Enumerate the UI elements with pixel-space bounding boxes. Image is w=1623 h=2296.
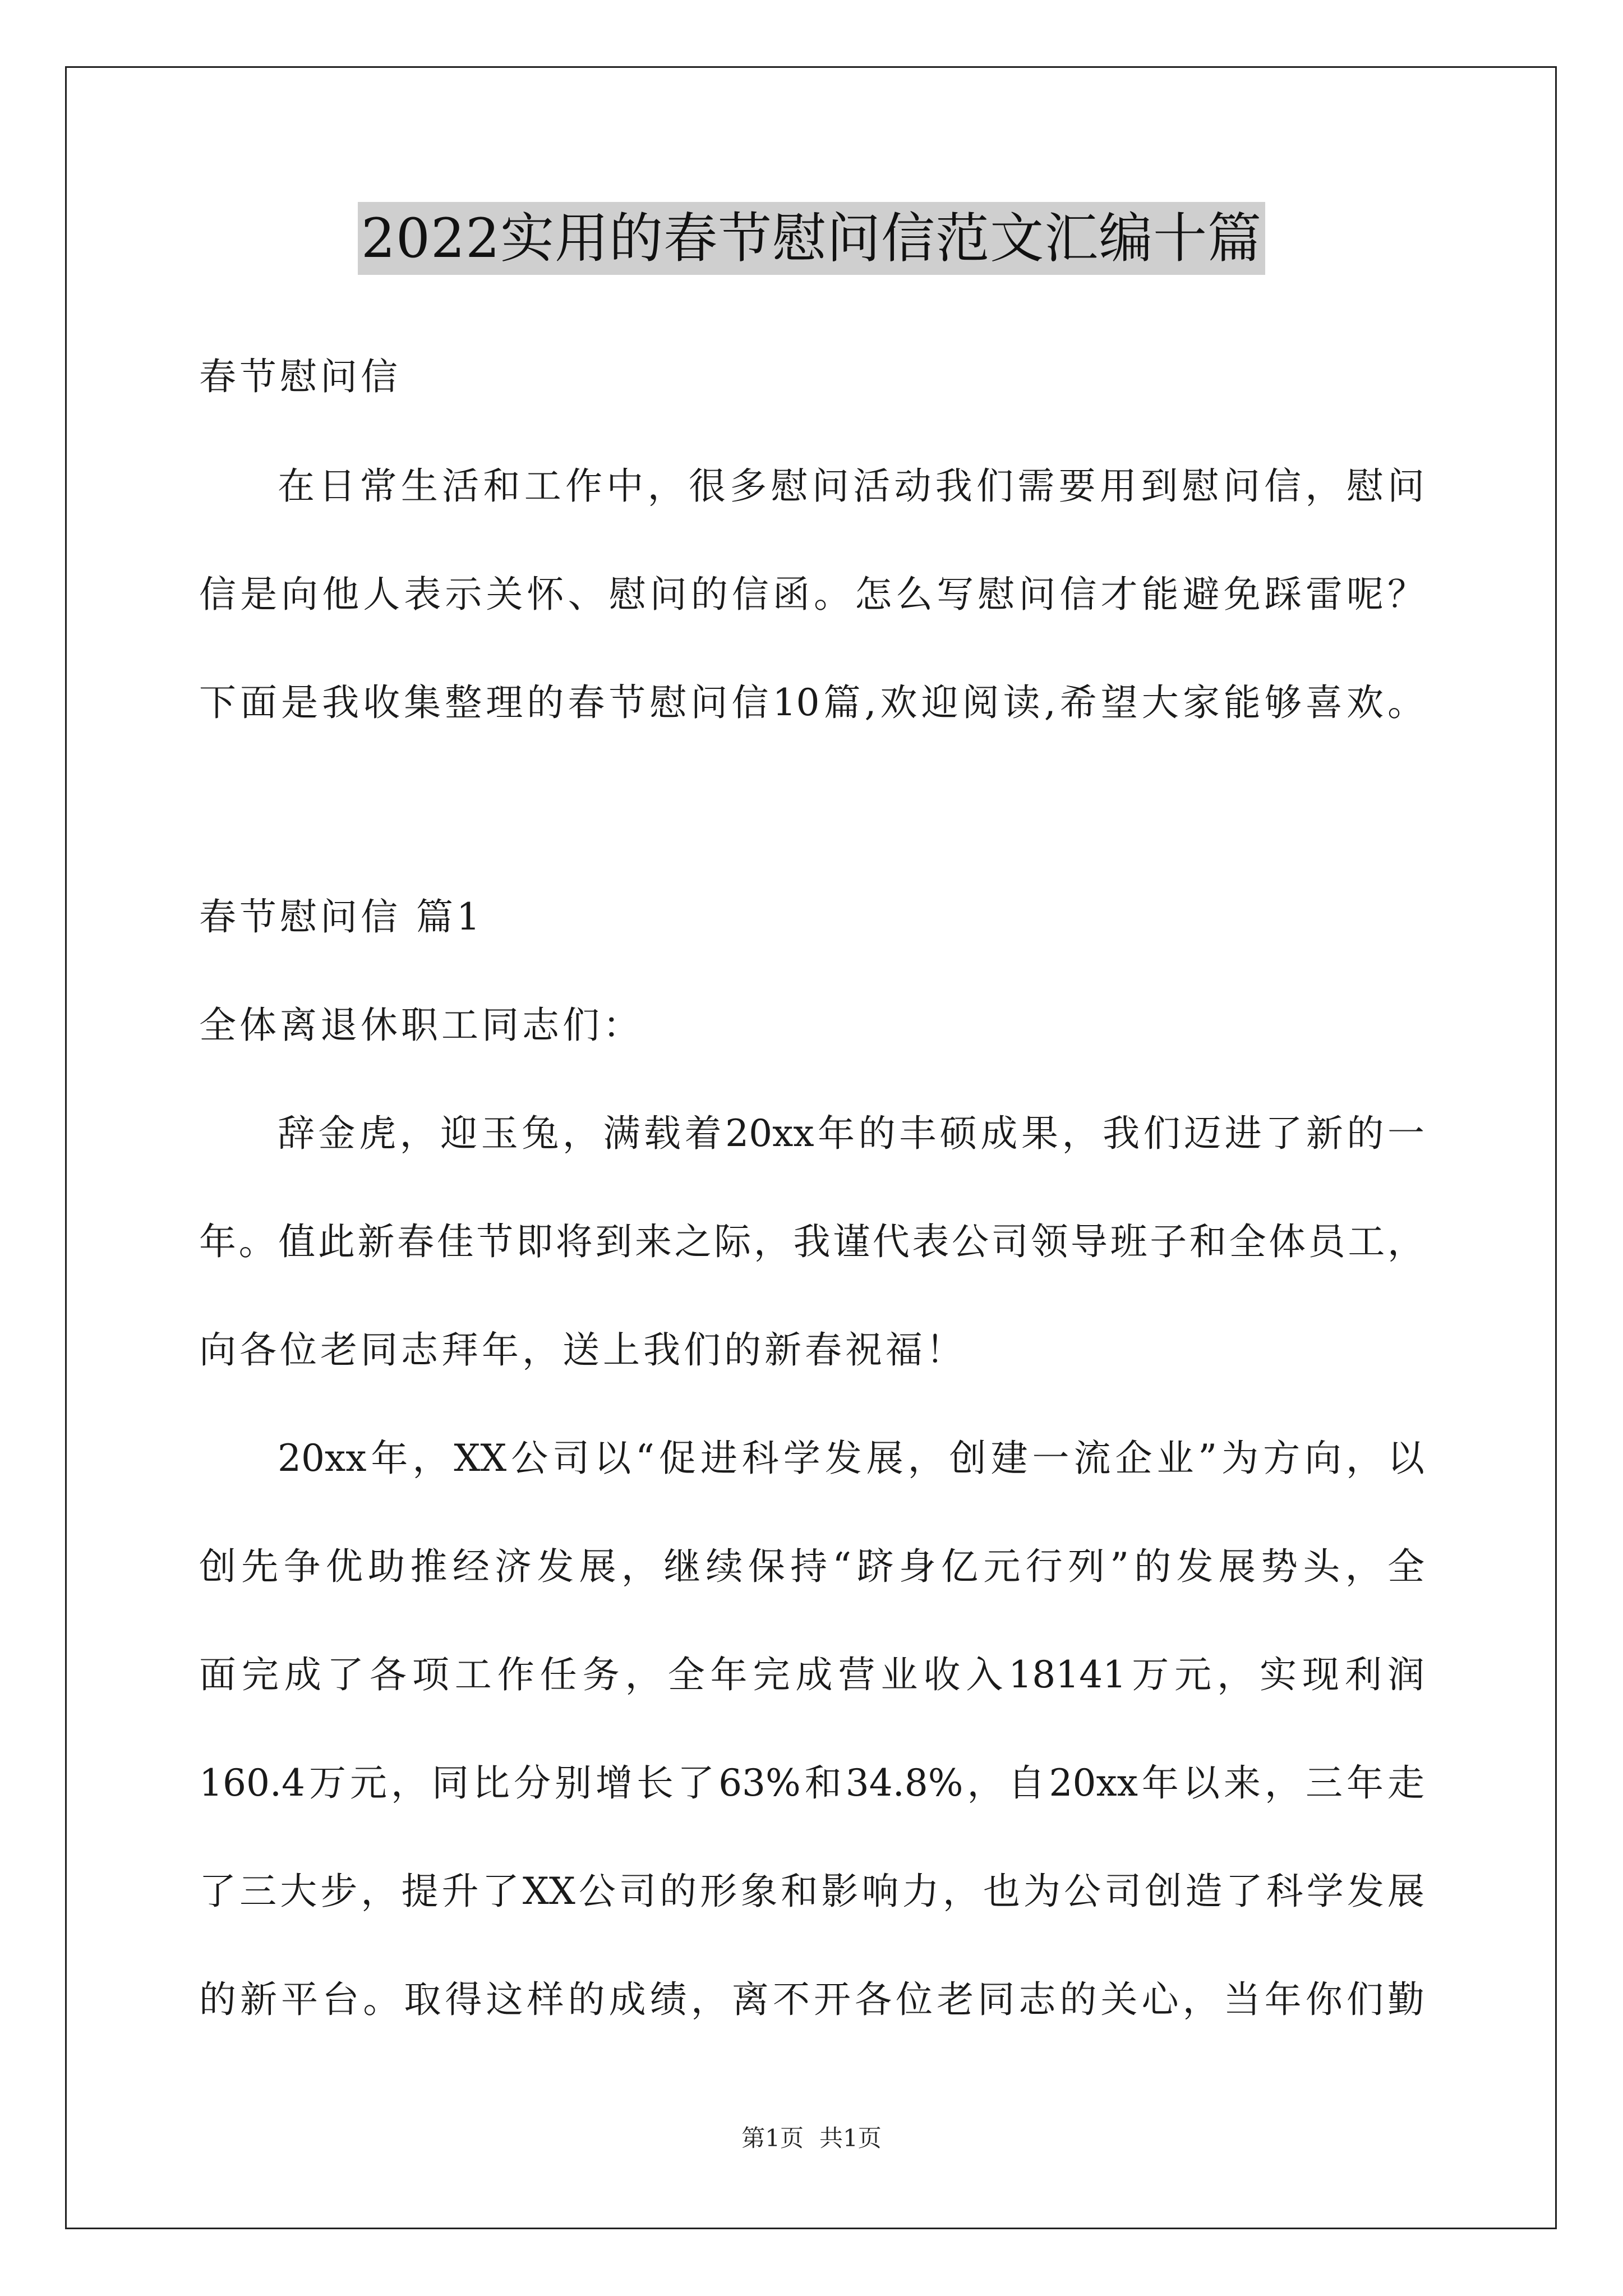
intro-line: 信是向他人表示关怀、慰问的信函。怎么写慰问信才能避免踩雷呢？ [199, 573, 1424, 616]
paragraph-line: 了三大步，提升了XX公司的形象和影响力，也为公司创造了科学发展 [199, 1870, 1424, 1913]
page-total: 共1页 [819, 2124, 882, 2152]
paragraph-line: 辞金虎，迎玉兔，满载着20xx年的丰硕成果，我们迈进了新的一 [278, 1112, 1424, 1155]
page-footer [0, 2122, 1623, 2155]
paragraph-line: 面完成了各项工作任务，全年完成营业收入18141万元，实现利润 [199, 1653, 1424, 1696]
intro-line: 下面是我收集整理的春节慰问信10篇,欢迎阅读,希望大家能够喜欢。 [199, 681, 1424, 724]
paragraph-line: 创先争优助推经济发展，继续保持“跻身亿元行列”的发展势头，全 [199, 1545, 1424, 1588]
paragraph-line: 向各位老同志拜年，送上我们的新春祝福！ [199, 1328, 966, 1372]
paragraph-line: 160.4万元，同比分别增长了63%和34.8%，自20xx年以来，三年走 [199, 1761, 1424, 1805]
paragraph-line: 20xx年，XX公司以“促进科学发展，创建一流企业”为方向，以 [278, 1437, 1424, 1480]
paragraph-line: 年。值此新春佳节即将到来之际，我谨代表公司领导班子和全体员工， [199, 1220, 1424, 1263]
paragraph-line: 的新平台。取得这样的成绩，离不开各位老同志的关心，当年你们勤 [199, 1978, 1424, 2021]
intro-line: 在日常生活和工作中，很多慰问活动我们需要用到慰问信，慰问 [278, 464, 1424, 508]
section-heading: 春节慰问信 篇1 [199, 895, 483, 938]
salutation: 全体离退休职工同志们： [199, 1004, 643, 1047]
page-number: 第1页 [741, 2124, 804, 2152]
title-container [0, 202, 1623, 275]
section-title: 春节慰问信 [199, 355, 401, 398]
document-title: 2022实用的春节慰问信范文汇编十篇 [358, 202, 1265, 275]
